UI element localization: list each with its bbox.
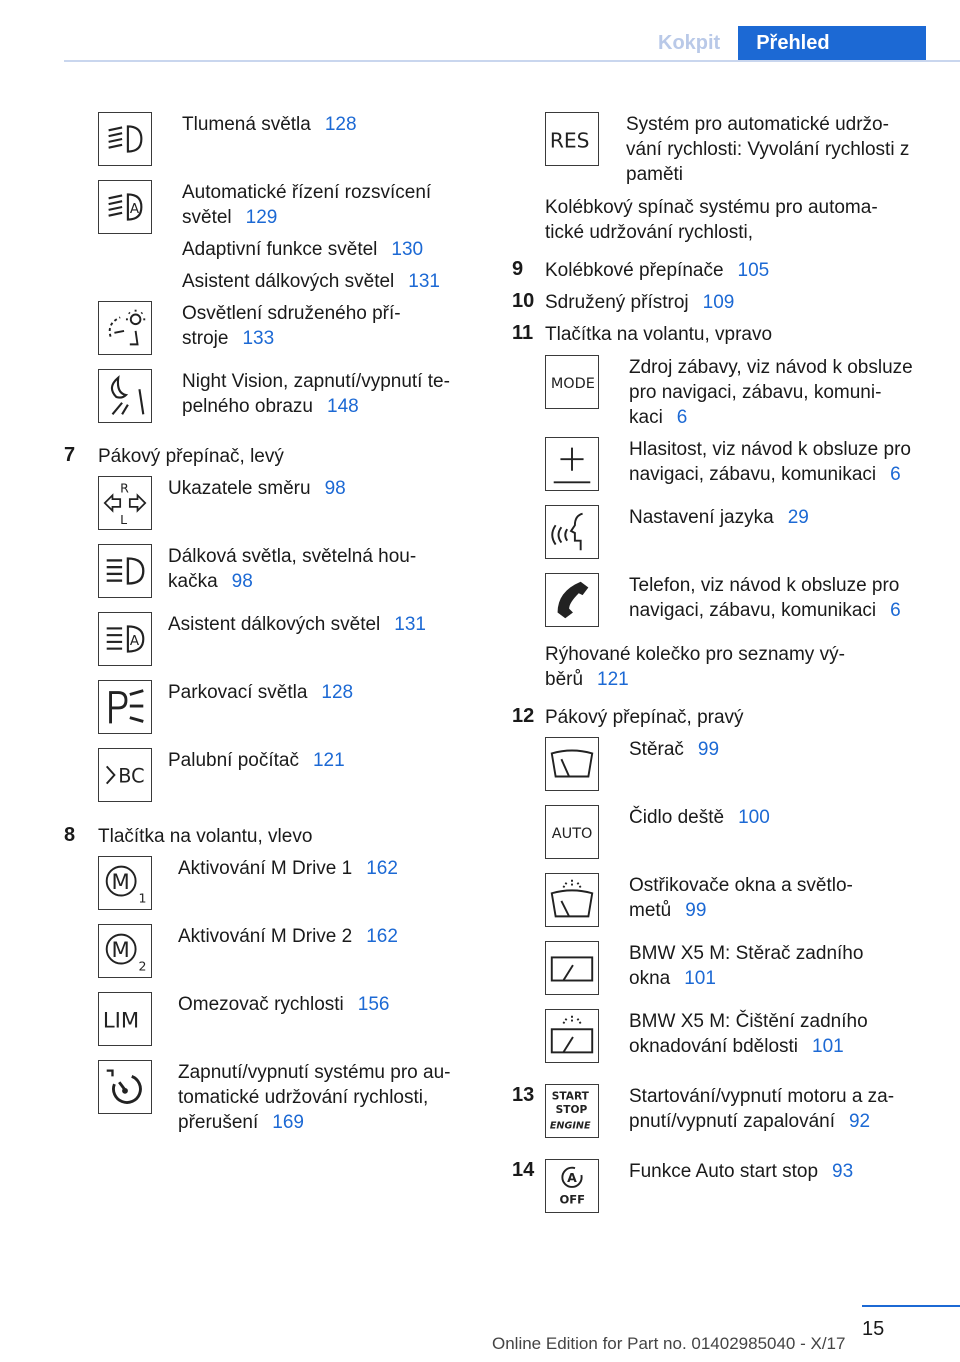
- page-link[interactable]: 101: [812, 1036, 844, 1057]
- wiper-text: Stěrač 99: [629, 739, 720, 760]
- page-link[interactable]: 128: [324, 114, 357, 135]
- section-number: 7: [64, 444, 76, 466]
- rear-wiper-text: BMW X5 M: Stěrač zadního okna 101: [629, 943, 864, 989]
- adaptive-lights-text: Adaptivní funkce světel 130: [182, 239, 424, 260]
- voice-text: Nastavení jazyka 29: [629, 507, 809, 528]
- phone-text: Telefon, viz návod k obsluze pro navigaci, zábavu, komunikaci 6: [629, 575, 901, 621]
- high-beam-assist-icon: [98, 612, 152, 666]
- rocker-text: Kolébkový spínač systému pro automa- tické udržování rychlosti,: [545, 197, 878, 243]
- mode-icon: [545, 355, 599, 409]
- mode-text: Zdroj zábavy, viz návod k obsluze pro navigaci, zábavu, komuni- kaci 6: [629, 357, 913, 428]
- page-link[interactable]: 100: [738, 807, 770, 828]
- section-number: 12: [512, 705, 535, 727]
- svg-text:M: M: [111, 868, 130, 894]
- page-link[interactable]: 92: [848, 1111, 871, 1132]
- section-number: 8: [64, 824, 76, 846]
- tab-prehled[interactable]: Přehled: [738, 26, 926, 62]
- page-link[interactable]: 156: [357, 994, 390, 1015]
- low-beam-icon: [98, 112, 152, 166]
- svg-text:LIM: LIM: [102, 1007, 140, 1033]
- m-drive-2-text: Aktivování M Drive 2 162: [178, 926, 398, 947]
- header-tabs: [640, 26, 926, 62]
- section-title: Pákový přepínač, levý: [98, 446, 284, 467]
- instrument-lighting-text: Osvětlení sdruženého pří- stroje 133: [182, 303, 401, 349]
- rear-washer-text: BMW X5 M: Čištění zadního oknadování bdělosti 101: [629, 1011, 868, 1057]
- section-number: 11: [512, 322, 534, 344]
- svg-text:R: R: [120, 480, 129, 496]
- page-link[interactable]: 98: [324, 478, 346, 499]
- high-beam-assist-text-2: Asistent dálkových světel 131: [168, 614, 426, 635]
- svg-text:L: L: [120, 512, 128, 528]
- rear-washer-icon: [545, 1009, 599, 1063]
- svg-text:2: 2: [138, 958, 147, 974]
- page-link[interactable]: 128: [321, 682, 354, 703]
- page-link[interactable]: 148: [327, 396, 359, 417]
- wiper-icon: [545, 737, 599, 791]
- page-link[interactable]: 29: [787, 507, 809, 528]
- lim-icon: [98, 992, 152, 1046]
- section-number: 14: [512, 1159, 535, 1181]
- turn-signal-icon: [98, 476, 152, 530]
- section-title: Kolébkové přepínače 105: [545, 260, 770, 281]
- header-divider: [64, 60, 960, 62]
- page-link[interactable]: 105: [737, 260, 770, 281]
- start-stop-text: Startování/vypnutí motoru a za- pnutí/vypnutí zapalování 92: [629, 1086, 895, 1132]
- auto-start-stop-text: Funkce Auto start stop 93: [629, 1161, 854, 1182]
- page-link[interactable]: 99: [685, 900, 707, 921]
- auto-lights-icon: [98, 180, 152, 234]
- page-link[interactable]: 129: [245, 207, 278, 228]
- svg-text:STOP: STOP: [555, 1103, 588, 1116]
- wheel-text: Rýhované kolečko pro seznamy vý- běrů 121: [545, 644, 845, 690]
- page-link[interactable]: 131: [394, 614, 426, 635]
- page-link[interactable]: 131: [408, 271, 440, 292]
- high-beam-text: Dálková světla, světelná hou- kačka 98: [168, 546, 417, 592]
- page-link[interactable]: 133: [242, 328, 275, 349]
- volume-icon: [545, 437, 599, 491]
- section-title: Tlačítka na volantu, vlevo: [98, 826, 313, 847]
- instrument-lighting-icon: [98, 301, 152, 355]
- svg-text:1: 1: [138, 890, 147, 906]
- voice-icon: [545, 505, 599, 559]
- page-link[interactable]: 130: [391, 239, 424, 260]
- page-link[interactable]: 6: [890, 600, 901, 621]
- m-drive-2-icon: [98, 924, 152, 978]
- res-text: Systém pro automatické udržo- vání rychlosti: Vyvolání rychlosti z paměti: [626, 114, 910, 185]
- washer-icon: [545, 873, 599, 927]
- section-number: 9: [512, 258, 524, 280]
- page-link[interactable]: 169: [272, 1112, 304, 1133]
- res-icon: [545, 112, 599, 166]
- bc-icon: [98, 748, 152, 802]
- section-number: 10: [512, 290, 535, 312]
- footer-edition: Online Edition for Part no. 01402985040 - X/17: [492, 1334, 846, 1353]
- svg-text:A: A: [129, 200, 140, 217]
- section-title: Tlačítka na volantu, vpravo: [545, 324, 773, 345]
- cruise-control-text: Zapnutí/vypnutí systému pro au- tomatické udržování rychlosti, přerušení 169: [178, 1062, 451, 1133]
- page-link[interactable]: 6: [890, 464, 901, 485]
- washer-text: Ostřikovače okna a světlo- metů 99: [629, 875, 853, 921]
- section-number: 13: [512, 1084, 535, 1106]
- low-beam-text: Tlumená světla 128: [182, 114, 357, 135]
- tab-kokpit[interactable]: Kokpit: [640, 26, 738, 62]
- page-link[interactable]: 98: [231, 571, 253, 592]
- start-stop-icon: [545, 1084, 599, 1138]
- auto-icon: [545, 805, 599, 859]
- section-title: Sdružený přístroj 109: [545, 292, 735, 313]
- auto-lights-text: Automatické řízení rozsvícení světel 129: [182, 182, 432, 228]
- bc-text: Palubní počítač 121: [168, 750, 345, 771]
- page-link[interactable]: 162: [366, 926, 398, 947]
- svg-text:OFF: OFF: [559, 1192, 586, 1207]
- svg-text:A: A: [129, 632, 140, 649]
- svg-text:BC: BC: [118, 764, 145, 788]
- svg-text:START: START: [551, 1090, 589, 1103]
- cruise-control-icon: [98, 1060, 152, 1114]
- volume-text: Hlasitost, viz návod k obsluze pro navigaci, zábavu, komunikaci 6: [629, 439, 911, 485]
- lim-text: Omezovač rychlosti 156: [178, 994, 390, 1015]
- auto-start-stop-icon: [545, 1159, 599, 1213]
- page-link[interactable]: 121: [312, 750, 345, 771]
- svg-text:ENGINE: ENGINE: [549, 1120, 591, 1132]
- night-vision-text: Night Vision, zapnutí/vypnutí te- pelného obrazu 148: [182, 371, 450, 417]
- rain-sensor-text: Čidlo deště 100: [629, 807, 770, 828]
- svg-text:AUTO: AUTO: [551, 825, 593, 842]
- m-drive-1-icon: [98, 856, 152, 910]
- page-link[interactable]: 93: [832, 1161, 854, 1182]
- page-number: 15: [862, 1318, 885, 1340]
- svg-text:M: M: [111, 936, 130, 962]
- parking-light-text: Parkovací světla 128: [168, 682, 354, 703]
- parking-light-icon: [98, 680, 152, 734]
- high-beam-icon: [98, 544, 152, 598]
- page-link[interactable]: 162: [366, 858, 398, 879]
- footer-divider: [862, 1305, 960, 1307]
- rear-wiper-icon: [545, 941, 599, 995]
- turn-signal-text: Ukazatele směru 98: [168, 478, 346, 499]
- night-vision-icon: [98, 369, 152, 423]
- page-link[interactable]: 121: [597, 669, 629, 690]
- svg-text:RES: RES: [549, 128, 590, 153]
- page-link[interactable]: 99: [697, 739, 720, 760]
- high-beam-assist-text-1: Asistent dálkových světel 131: [182, 271, 440, 292]
- m-drive-1-text: Aktivování M Drive 1 162: [178, 858, 398, 879]
- phone-icon: [545, 573, 599, 627]
- svg-text:MODE: MODE: [550, 375, 595, 392]
- page-link[interactable]: 101: [684, 968, 716, 989]
- page-link[interactable]: 109: [702, 292, 735, 313]
- section-title: Pákový přepínač, pravý: [545, 707, 744, 728]
- svg-text:A: A: [567, 1170, 577, 1186]
- page-link[interactable]: 6: [676, 407, 688, 428]
